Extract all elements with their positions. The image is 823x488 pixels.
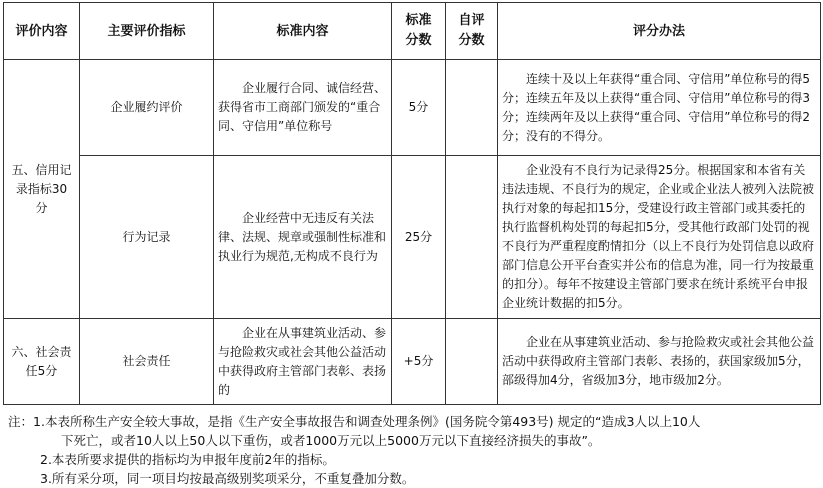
scoring-table xyxy=(3,2,821,405)
header-row xyxy=(4,3,821,60)
self-score-cell xyxy=(446,60,498,156)
table-row xyxy=(4,156,821,319)
table-row xyxy=(4,60,821,156)
method-cell: 企业在从事建筑业活动、参与抢险救灾或社会其他公益活动中获得政府主管部门表彰、表扬的，获国家级加5分，部级得加4分，省级加3分，地市级加2分。 xyxy=(498,319,821,405)
category-credit: 五、信用记录指标30分 xyxy=(4,60,80,319)
header-category: 评价内容 xyxy=(4,3,80,60)
note-text: 2.本表所要求提供的指标均为申报年度前2年的指标。 xyxy=(40,452,335,467)
method-cell: 企业没有不良行为记录得25分。根据国家和本省有关违法违规、不良行为的规定，企业或企业法人被列入法院被执行对象的每起扣15分，受建设行政主管部门或其委托的执行监督机构处罚的每起扣5分，受其他行政部门处罚的视不良行为严重程度酌情扣分（以上不良行为处罚信息以政府部门信息公开平台查实并公布的信息为准，同一行为按最重的扣分）。每年不按建设主管部门要求在统计系统平台申报企业统计数据的扣5分。 xyxy=(498,156,821,319)
note-item xyxy=(8,450,820,469)
indicator-cell: 社会责任 xyxy=(80,319,214,405)
note-item xyxy=(8,469,820,488)
indicator-cell: 企业履约评价 xyxy=(80,60,214,156)
score-cell: 25分 xyxy=(392,156,446,319)
category-social: 六、社会责任5分 xyxy=(4,319,80,405)
header-self-score: 自评分数 xyxy=(446,3,498,60)
header-indicator: 主要评价指标 xyxy=(80,3,214,60)
header-method: 评分办法 xyxy=(498,3,821,60)
self-score-cell xyxy=(446,156,498,319)
header-std-score: 标准分数 xyxy=(392,3,446,60)
indicator-cell: 行为记录 xyxy=(80,156,214,319)
score-cell: 5分 xyxy=(392,60,446,156)
notes-section xyxy=(8,412,820,488)
score-cell: +5分 xyxy=(392,319,446,405)
method-cell: 连续十及以上年获得“重合同、守信用”单位称号的得5分；连续五年及以上获得“重合同、守信用”单位称号的得3分；连续两年及以上获得“重合同、守信用”单位称号的得2分；没有的不得分。 xyxy=(498,60,821,156)
notes-prefix: 注： xyxy=(8,414,34,429)
note-text: 1.本表所称生产安全较大事故，是指《生产安全事故报告和调查处理条例》(国务院令第493号) 规定的“造成3人以上10人 xyxy=(33,414,701,429)
self-score-cell xyxy=(446,319,498,405)
standard-cell: 企业履行合同、诚信经营、获得省市工商部门颁发的“重合同、守信用”单位称号 xyxy=(214,60,392,156)
header-standard: 标准内容 xyxy=(214,3,392,60)
table-row xyxy=(4,319,821,405)
note-item xyxy=(8,412,820,450)
standard-cell: 企业经营中无违反有关法律、法规、规章或强制性标准和执业行为规范,无构成不良行为 xyxy=(214,156,392,319)
standard-cell: 企业在从事建筑业活动、参与抢险救灾或社会其他公益活动中获得政府主管部门表彰、表扬的 xyxy=(214,319,392,405)
note-text: 3.所有采分项，同一项目均按最高级别奖项采分，不重复叠加分数。 xyxy=(40,471,415,486)
note-text: 下死亡，或者10人以上50人以下重伤，或者1000万元以上5000万元以下直接经济损失的事故”。 xyxy=(61,433,601,448)
